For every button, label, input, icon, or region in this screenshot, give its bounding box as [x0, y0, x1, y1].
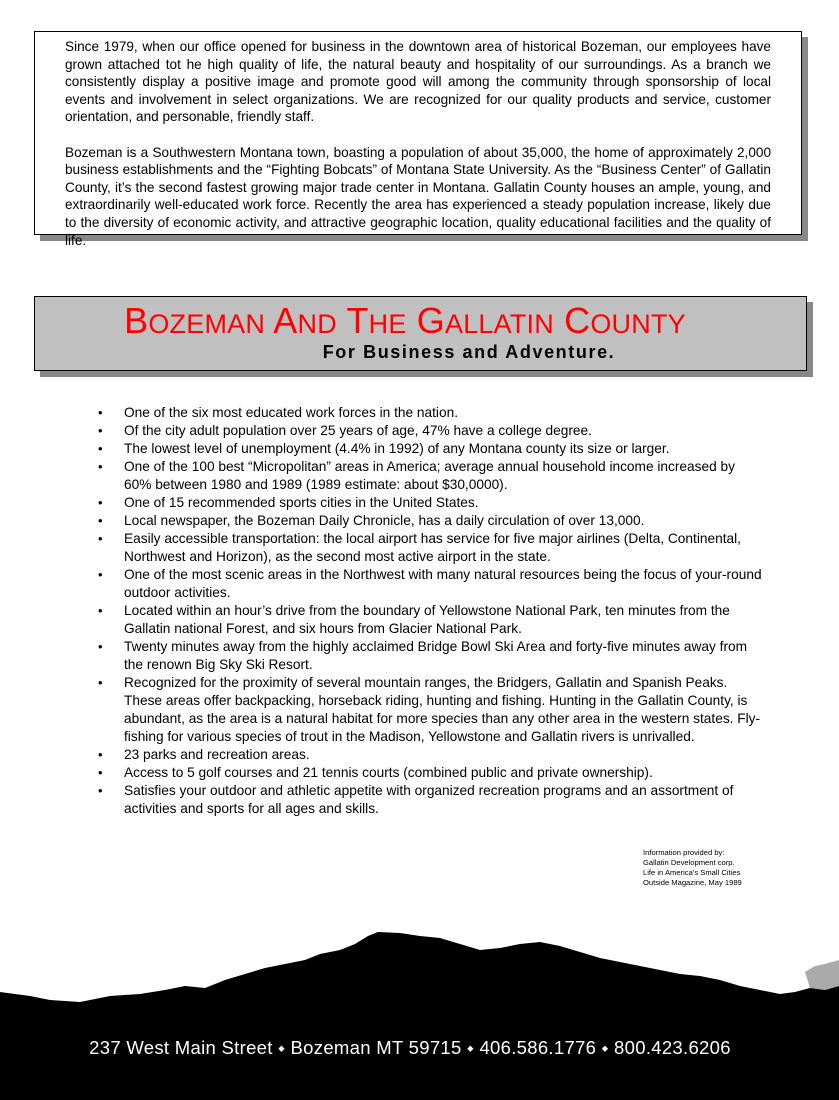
fact-item: • Access to 5 golf courses and 21 tennis courts (combined public and private ownership).: [124, 764, 764, 782]
fact-item: • Of the city adult population over 25 years of age, 47% have a college degree.: [124, 422, 764, 440]
facts-list: [124, 404, 764, 818]
fact-item: • Easily accessible transportation: the local airport has service for five major airlines (Delta, Continental, Northwest and Horizon), as the second most active airport in the state.: [124, 530, 764, 566]
intro-paragraph: Bozeman is a Southwestern Montana town, boasting a population of about 35,000, the home of approximately 2,000 business establishments and the “Fighting Bobcats” of Montana State University. As the “Business Center” of Gallatin County, it’s the second fastest growing major trade center in Montana. Gallatin County houses an ample, young, and extraordinarily well-educated work force. Recently the area has experienced a steady population increase, likely due to the diversity of economic activity, and attractive geographic location, quality educational facilities and the quality of life.: [65, 144, 771, 248]
intro-box: [34, 31, 802, 248]
fact-item: • Recognized for the proximity of several mountain ranges, the Bridgers, Gallatin and Spanish Peaks. These areas offer backpacking, horseback riding, hunting and fishing. Hunting in the Gallatin County, is abundant, as the area is a natural habitat for more species than any other area in the western states. Fly-fishing for various species of trout in the Madison, Yellowstone and Gallatin rivers is unrivalled.: [124, 674, 764, 746]
banner-subtitle: For Business and Adventure.: [322, 342, 616, 362]
fact-item: • One of the most scenic areas in the Northwest with many natural resources being the focus of your-round outdoor activities.: [124, 566, 764, 602]
mountain-haze: [805, 960, 839, 990]
sources-line: Life in America’s Small Cities: [643, 868, 741, 877]
title-banner: [34, 296, 807, 371]
fact-item: • Twenty minutes away from the highly acclaimed Bridge Bowl Ski Area and forty-five minutes away from the renown Big Sky Ski Resort.: [124, 638, 764, 674]
fact-item: • Located within an hour’s drive from the boundary of Yellowstone National Park, ten minutes from the Gallatin national Forest, and six hours from Glacier National Park.: [124, 602, 764, 638]
fact-item: • One of the 100 best “Micropolitan” areas in America; average annual household income increased by 60% between 1980 and 1989 (1989 estimate: about $30,0000).: [124, 458, 764, 494]
fact-item: • One of the six most educated work forces in the nation.: [124, 404, 764, 422]
footer-address: 237 West Main Street ⬩ Bozeman MT 59715 ⬩ 406.586.1776 ⬩ 800.423.6206: [89, 1037, 731, 1058]
sources-line: Gallatin Development corp.: [643, 858, 735, 867]
sources-note: [643, 848, 742, 888]
banner-title: BOZEMAN AND THE GALLATIN COUNTY: [124, 300, 686, 341]
fact-item: • Satisfies your outdoor and athletic appetite with organized recreation programs and an assortment of activities and sports for all ages and skills.: [124, 782, 764, 818]
sources-heading: Information provided by:: [643, 848, 725, 857]
fact-item: • The lowest level of unemployment (4.4% in 1992) of any Montana county its size or larger.: [124, 440, 764, 458]
fact-item: • One of 15 recommended sports cities in the United States.: [124, 494, 764, 512]
mountain-ridge: [0, 932, 839, 1100]
fact-item: • Local newspaper, the Bozeman Daily Chronicle, has a daily circulation of over 13,000.: [124, 512, 764, 530]
mountain-silhouette: [0, 900, 839, 1100]
sources-line: Outside Magazine, May 1989: [643, 878, 742, 887]
fact-item: • 23 parks and recreation areas.: [124, 746, 764, 764]
intro-paragraph: Since 1979, when our office opened for business in the downtown area of historical Bozeman, our employees have grown attached tot he high quality of life, the natural beauty and hospitality of our surroundings. As a branch we consistently display a positive image and promote good will among the community through sponsorship of local events and involvement in select organizations. We are recognized for our quality products and service, customer orientation, and personable, friendly staff.: [65, 39, 771, 125]
